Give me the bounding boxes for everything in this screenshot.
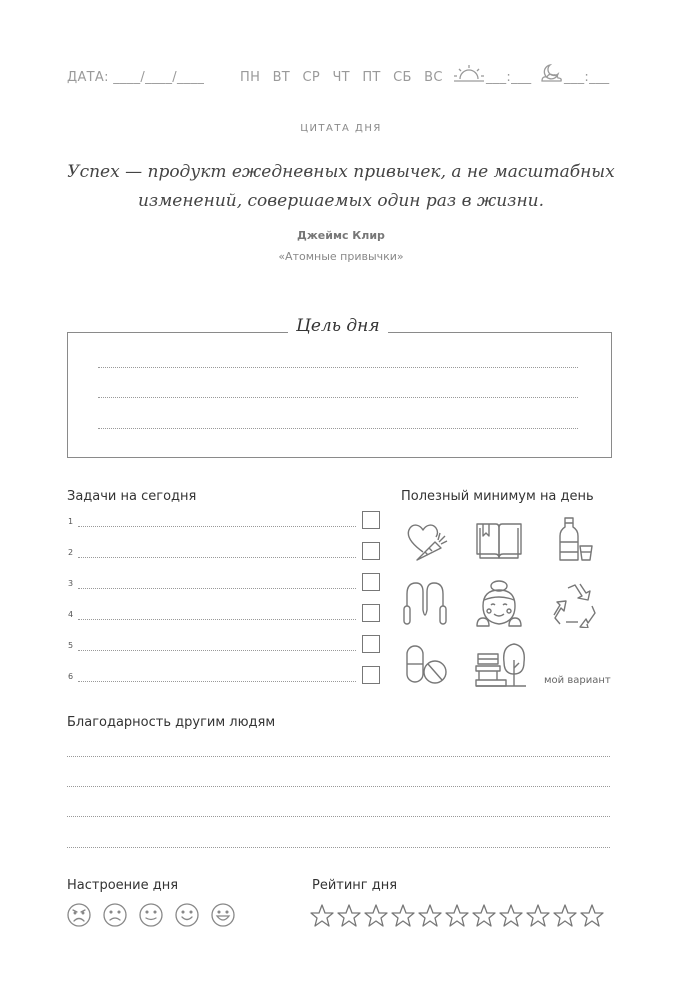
task-line[interactable] <box>78 588 356 589</box>
rating-star-5[interactable] <box>419 905 441 926</box>
gratitude-line[interactable] <box>67 786 610 787</box>
sunset-time-field[interactable]: ___:___ <box>564 70 610 85</box>
weekday-selector <box>240 70 451 85</box>
pills-icon[interactable] <box>403 642 449 688</box>
task-checkbox[interactable] <box>362 635 380 653</box>
face-care-icon[interactable] <box>474 578 524 632</box>
goal-line[interactable] <box>98 397 578 398</box>
mood-very-sad-icon[interactable] <box>68 904 90 926</box>
task-checkbox[interactable] <box>362 542 380 560</box>
book-icon[interactable] <box>474 520 524 562</box>
task-line[interactable] <box>78 650 356 651</box>
quote-line-1: Успех — продукт ежедневных привычек, а не масштабных <box>67 162 615 182</box>
weekday-mon[interactable]: ПН <box>240 70 261 85</box>
task-number: 6 <box>68 672 74 681</box>
task-checkbox[interactable] <box>362 666 380 684</box>
date-blank: ____/____/____ <box>113 70 205 85</box>
date-label: ДАТА: <box>67 70 109 85</box>
goal-title: Цель дня <box>288 316 388 336</box>
minimum-title: Полезный минимум на день <box>401 489 594 504</box>
rating-title: Рейтинг дня <box>312 878 398 893</box>
rating-star-2[interactable] <box>338 905 360 926</box>
task-line[interactable] <box>78 681 356 682</box>
task-line[interactable] <box>78 557 356 558</box>
mood-neutral-icon[interactable] <box>140 904 162 926</box>
quote-book: «Атомные привычки» <box>278 250 404 263</box>
goal-box[interactable] <box>67 332 612 458</box>
weekday-fri[interactable]: ПТ <box>362 70 381 85</box>
mood-faces <box>66 902 242 928</box>
recycle-icon[interactable] <box>552 582 598 628</box>
task-checkbox[interactable] <box>362 511 380 529</box>
goal-line[interactable] <box>98 428 578 429</box>
date-field[interactable] <box>67 70 204 85</box>
task-checkbox[interactable] <box>362 573 380 591</box>
rating-star-6[interactable] <box>446 905 468 926</box>
sunrise-time-field[interactable]: ___:___ <box>486 70 532 85</box>
water-bottle-icon[interactable] <box>554 516 596 564</box>
mood-title: Настроение дня <box>67 878 179 893</box>
gratitude-line[interactable] <box>67 816 610 817</box>
rating-star-8[interactable] <box>500 905 522 926</box>
rating-star-3[interactable] <box>365 905 387 926</box>
park-bench-icon[interactable] <box>474 640 528 690</box>
sunset-moon-icon <box>538 62 564 84</box>
weekday-tue[interactable]: ВТ <box>272 70 291 85</box>
mood-very-happy-icon[interactable] <box>212 904 234 926</box>
rating-star-4[interactable] <box>392 905 414 926</box>
task-number: 1 <box>68 517 74 526</box>
task-checkbox[interactable] <box>362 604 380 622</box>
gratitude-line[interactable] <box>67 847 610 848</box>
task-line[interactable] <box>78 619 356 620</box>
rating-star-10[interactable] <box>554 905 576 926</box>
custom-option-label[interactable]: мой вариант <box>544 675 611 686</box>
weekday-wed[interactable]: СР <box>302 70 321 85</box>
gratitude-title: Благодарность другим людям <box>67 715 276 730</box>
quote-author: Джеймс Клир <box>297 229 385 242</box>
quote-line-2: изменений, совершаемых один раз в жизни. <box>137 191 544 211</box>
task-line[interactable] <box>78 526 356 527</box>
rating-stars <box>310 903 612 929</box>
quote-label: ЦИТАТА ДНЯ <box>300 123 382 134</box>
weekday-thu[interactable]: ЧТ <box>332 70 350 85</box>
goal-line[interactable] <box>98 367 578 368</box>
weekday-sun[interactable]: ВС <box>424 70 443 85</box>
weekday-sat[interactable]: СБ <box>393 70 412 85</box>
rating-star-9[interactable] <box>527 905 549 926</box>
tasks-title: Задачи на сегодня <box>67 489 197 504</box>
sunrise-icon <box>452 64 486 84</box>
rating-star-11[interactable] <box>581 905 603 926</box>
jump-rope-icon[interactable] <box>401 580 449 630</box>
task-number: 3 <box>68 579 74 588</box>
heart-carrot-icon[interactable] <box>403 518 449 564</box>
mood-happy-icon[interactable] <box>176 904 198 926</box>
gratitude-line[interactable] <box>67 756 610 757</box>
task-number: 2 <box>68 548 74 557</box>
task-number: 5 <box>68 641 74 650</box>
mood-sad-icon[interactable] <box>104 904 126 926</box>
rating-star-1[interactable] <box>311 905 333 926</box>
task-number: 4 <box>68 610 74 619</box>
rating-star-7[interactable] <box>473 905 495 926</box>
